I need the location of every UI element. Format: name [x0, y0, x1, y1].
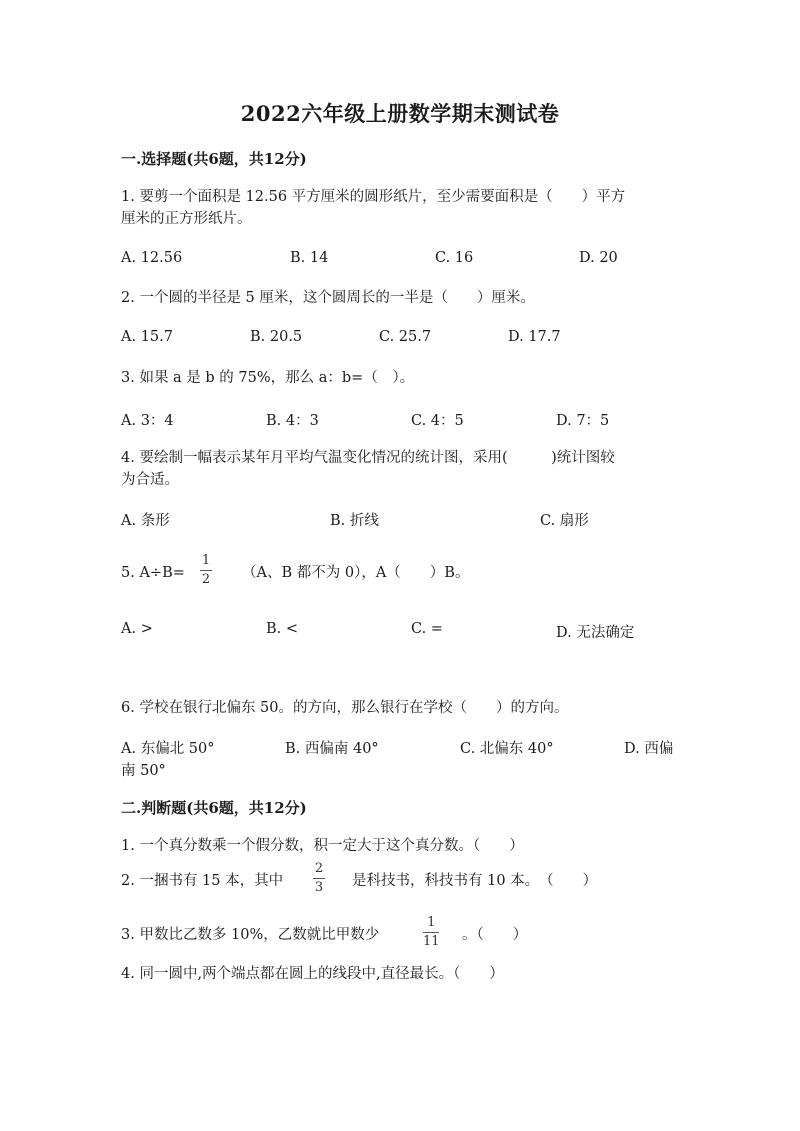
question-text-continued: 为合适。: [121, 472, 179, 488]
option-b: B. 4：3: [266, 413, 319, 429]
fraction-numerator: 2: [314, 861, 324, 876]
question-text: 6. 学校在银行北偏东 50。的方向，那么银行在学校（ ）的方向。: [121, 700, 569, 716]
option-a: A. 12.56: [121, 250, 183, 266]
fraction: [313, 862, 325, 895]
fraction: [423, 916, 440, 949]
option-c: C. =: [411, 621, 443, 637]
fraction-numerator: 1: [427, 915, 436, 930]
fraction-bar: [313, 878, 325, 879]
option-a: A. 15.7: [121, 329, 173, 345]
fraction: [200, 554, 212, 587]
option-a: A. 3：4: [121, 413, 174, 429]
option-a: A. 条形: [121, 513, 170, 529]
fraction-bar: [200, 570, 212, 571]
question-text: 2. 一捆书有 15 本，其中: [121, 873, 284, 889]
section-heading-judgement: 二.判断题(共6题，共12分): [121, 799, 307, 817]
option-b: B. <: [266, 621, 299, 637]
option-c: C. 25.7: [379, 329, 432, 345]
option-a: A. >: [121, 621, 153, 637]
question-text: 3. 甲数比乙数多 10%，乙数就比甲数少: [121, 927, 380, 943]
question-text-suffix: 是科技书，科技书有 10 本。 （ ）: [352, 873, 598, 889]
option-b: B. 西偏南 40°: [285, 741, 379, 757]
option-b: B. 14: [290, 250, 329, 266]
fraction-denominator: 3: [314, 880, 324, 895]
option-d-continued: 南 50°: [121, 763, 166, 779]
fraction-denominator: 11: [423, 934, 440, 949]
option-c: C. 4：5: [411, 413, 464, 429]
option-b: B. 20.5: [250, 329, 303, 345]
option-d: D. 7：5: [556, 413, 610, 429]
section-heading-choice: 一.选择题(共6题，共12分): [121, 150, 307, 168]
question-text-suffix: （A、B 都不为 0），A（ ）B。: [242, 565, 470, 581]
fraction-denominator: 2: [201, 572, 211, 587]
option-d: D. 17.7: [508, 329, 561, 345]
option-d: D. 20: [579, 250, 618, 266]
option-c: C. 16: [435, 250, 474, 266]
fraction-numerator: 1: [201, 553, 211, 568]
option-d: D. 西偏: [624, 741, 674, 757]
option-d: D. 无法确定: [556, 625, 635, 641]
question-text: 4. 同一圆中,两个端点都在圆上的线段中,直径最长。（ ）: [121, 966, 504, 982]
fraction-bar: [423, 932, 439, 933]
question-text-suffix: 。（ ）: [462, 927, 528, 943]
option-c: C. 北偏东 40°: [460, 741, 554, 757]
question-text: 2. 一个圆的半径是 5 厘米，这个圆周长的一半是（ ）厘米。: [121, 290, 535, 306]
option-b: B. 折线: [330, 513, 379, 529]
exam-title: 2022六年级上册数学期末测试卷: [240, 101, 560, 126]
option-a: A. 东偏北 50°: [121, 741, 215, 757]
question-text: 5. A÷B=: [121, 565, 185, 581]
question-text: 1. 一个真分数乘一个假分数，积一定大于这个真分数。（ ）: [121, 838, 524, 854]
question-text-continued: 厘米的正方形纸片。: [121, 211, 252, 227]
option-c: C. 扇形: [540, 513, 589, 529]
question-text: 3. 如果 a 是 b 的 75%，那么 a：b=（ ）。: [121, 370, 415, 386]
question-text: 4. 要绘制一幅表示某年月平均气温变化情况的统计图，采用( )统计图较: [121, 450, 615, 466]
question-text: 1. 要剪一个面积是 12.56 平方厘米的圆形纸片，至少需要面积是（ ）平方: [121, 189, 626, 205]
